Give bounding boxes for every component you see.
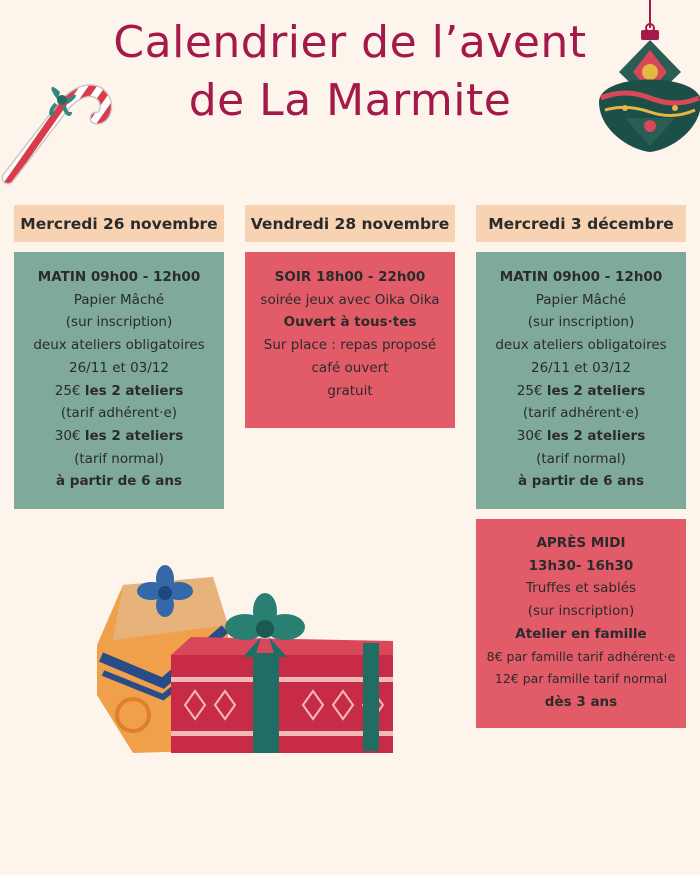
candy-cane-icon: [0, 66, 120, 191]
box-line: (tarif normal): [74, 450, 164, 467]
event-box-2: [245, 252, 455, 428]
price-label: les 2 ateliers: [546, 427, 646, 444]
box-line: (tarif adhérent·e): [60, 405, 178, 422]
box-line: [476, 425, 686, 448]
box-line: (sur inscription): [65, 314, 173, 331]
box-line: [14, 380, 224, 403]
box-line: deux ateliers obligatoires: [495, 337, 667, 354]
box-line: Truffes et sablés: [525, 580, 637, 597]
box-line: (sur inscription): [527, 603, 635, 620]
box-line: [476, 380, 686, 403]
event-box-4: [476, 519, 686, 728]
box-line: soirée jeux avec Oika Oika: [260, 291, 440, 308]
price-label: les 2 ateliers: [84, 427, 184, 444]
box-line: (tarif normal): [536, 450, 626, 467]
box-line: Ouvert à tous·tes: [283, 314, 417, 331]
day-header-1: Mercredi 26 novembre: [14, 205, 224, 242]
box-line: gratuit: [327, 382, 373, 399]
box-line: Papier Mâché: [535, 291, 627, 308]
box-line: 13h30- 16h30: [528, 557, 634, 574]
box-line: dès 3 ans: [544, 693, 618, 710]
box-line: Papier Mâché: [73, 291, 165, 308]
ornament-icon: [595, 0, 700, 155]
box-line: 12€ par famille tarif normal: [494, 671, 668, 687]
box-line: 26/11 et 03/12: [531, 359, 631, 376]
box-line: APRÈS MIDI: [536, 535, 626, 551]
gift-boxes-icon: [93, 565, 398, 760]
event-box-1: [14, 252, 224, 509]
event-box-3: [476, 252, 686, 509]
price-label: les 2 ateliers: [84, 382, 184, 399]
box-line: à partir de 6 ans: [517, 473, 645, 490]
price: 30€: [516, 427, 547, 444]
box-line: (tarif adhérent·e): [522, 405, 640, 422]
price-label: les 2 ateliers: [546, 382, 646, 399]
box-line: (sur inscription): [527, 314, 635, 331]
box-line: [14, 425, 224, 448]
box-line: MATIN 09h00 - 12h00: [37, 269, 201, 285]
box-line: Atelier en famille: [515, 625, 647, 642]
box-line: deux ateliers obligatoires: [33, 337, 205, 354]
box-line: SOIR 18h00 - 22h00: [274, 269, 426, 285]
title-line-2: de La Marmite: [188, 75, 512, 126]
price: 25€: [54, 382, 85, 399]
title-line-1: Calendrier de l’avent: [113, 17, 587, 68]
box-line: 26/11 et 03/12: [69, 359, 169, 376]
box-line: café ouvert: [311, 359, 389, 376]
price: 25€: [516, 382, 547, 399]
day-header-2: Vendredi 28 novembre: [245, 205, 455, 242]
box-line: Sur place : repas proposé: [263, 337, 437, 354]
box-line: à partir de 6 ans: [55, 473, 183, 490]
price: 30€: [54, 427, 85, 444]
day-header-3: Mercredi 3 décembre: [476, 205, 686, 242]
box-line: 8€ par famille tarif adhérent·e: [486, 648, 676, 664]
box-line: MATIN 09h00 - 12h00: [499, 269, 663, 285]
